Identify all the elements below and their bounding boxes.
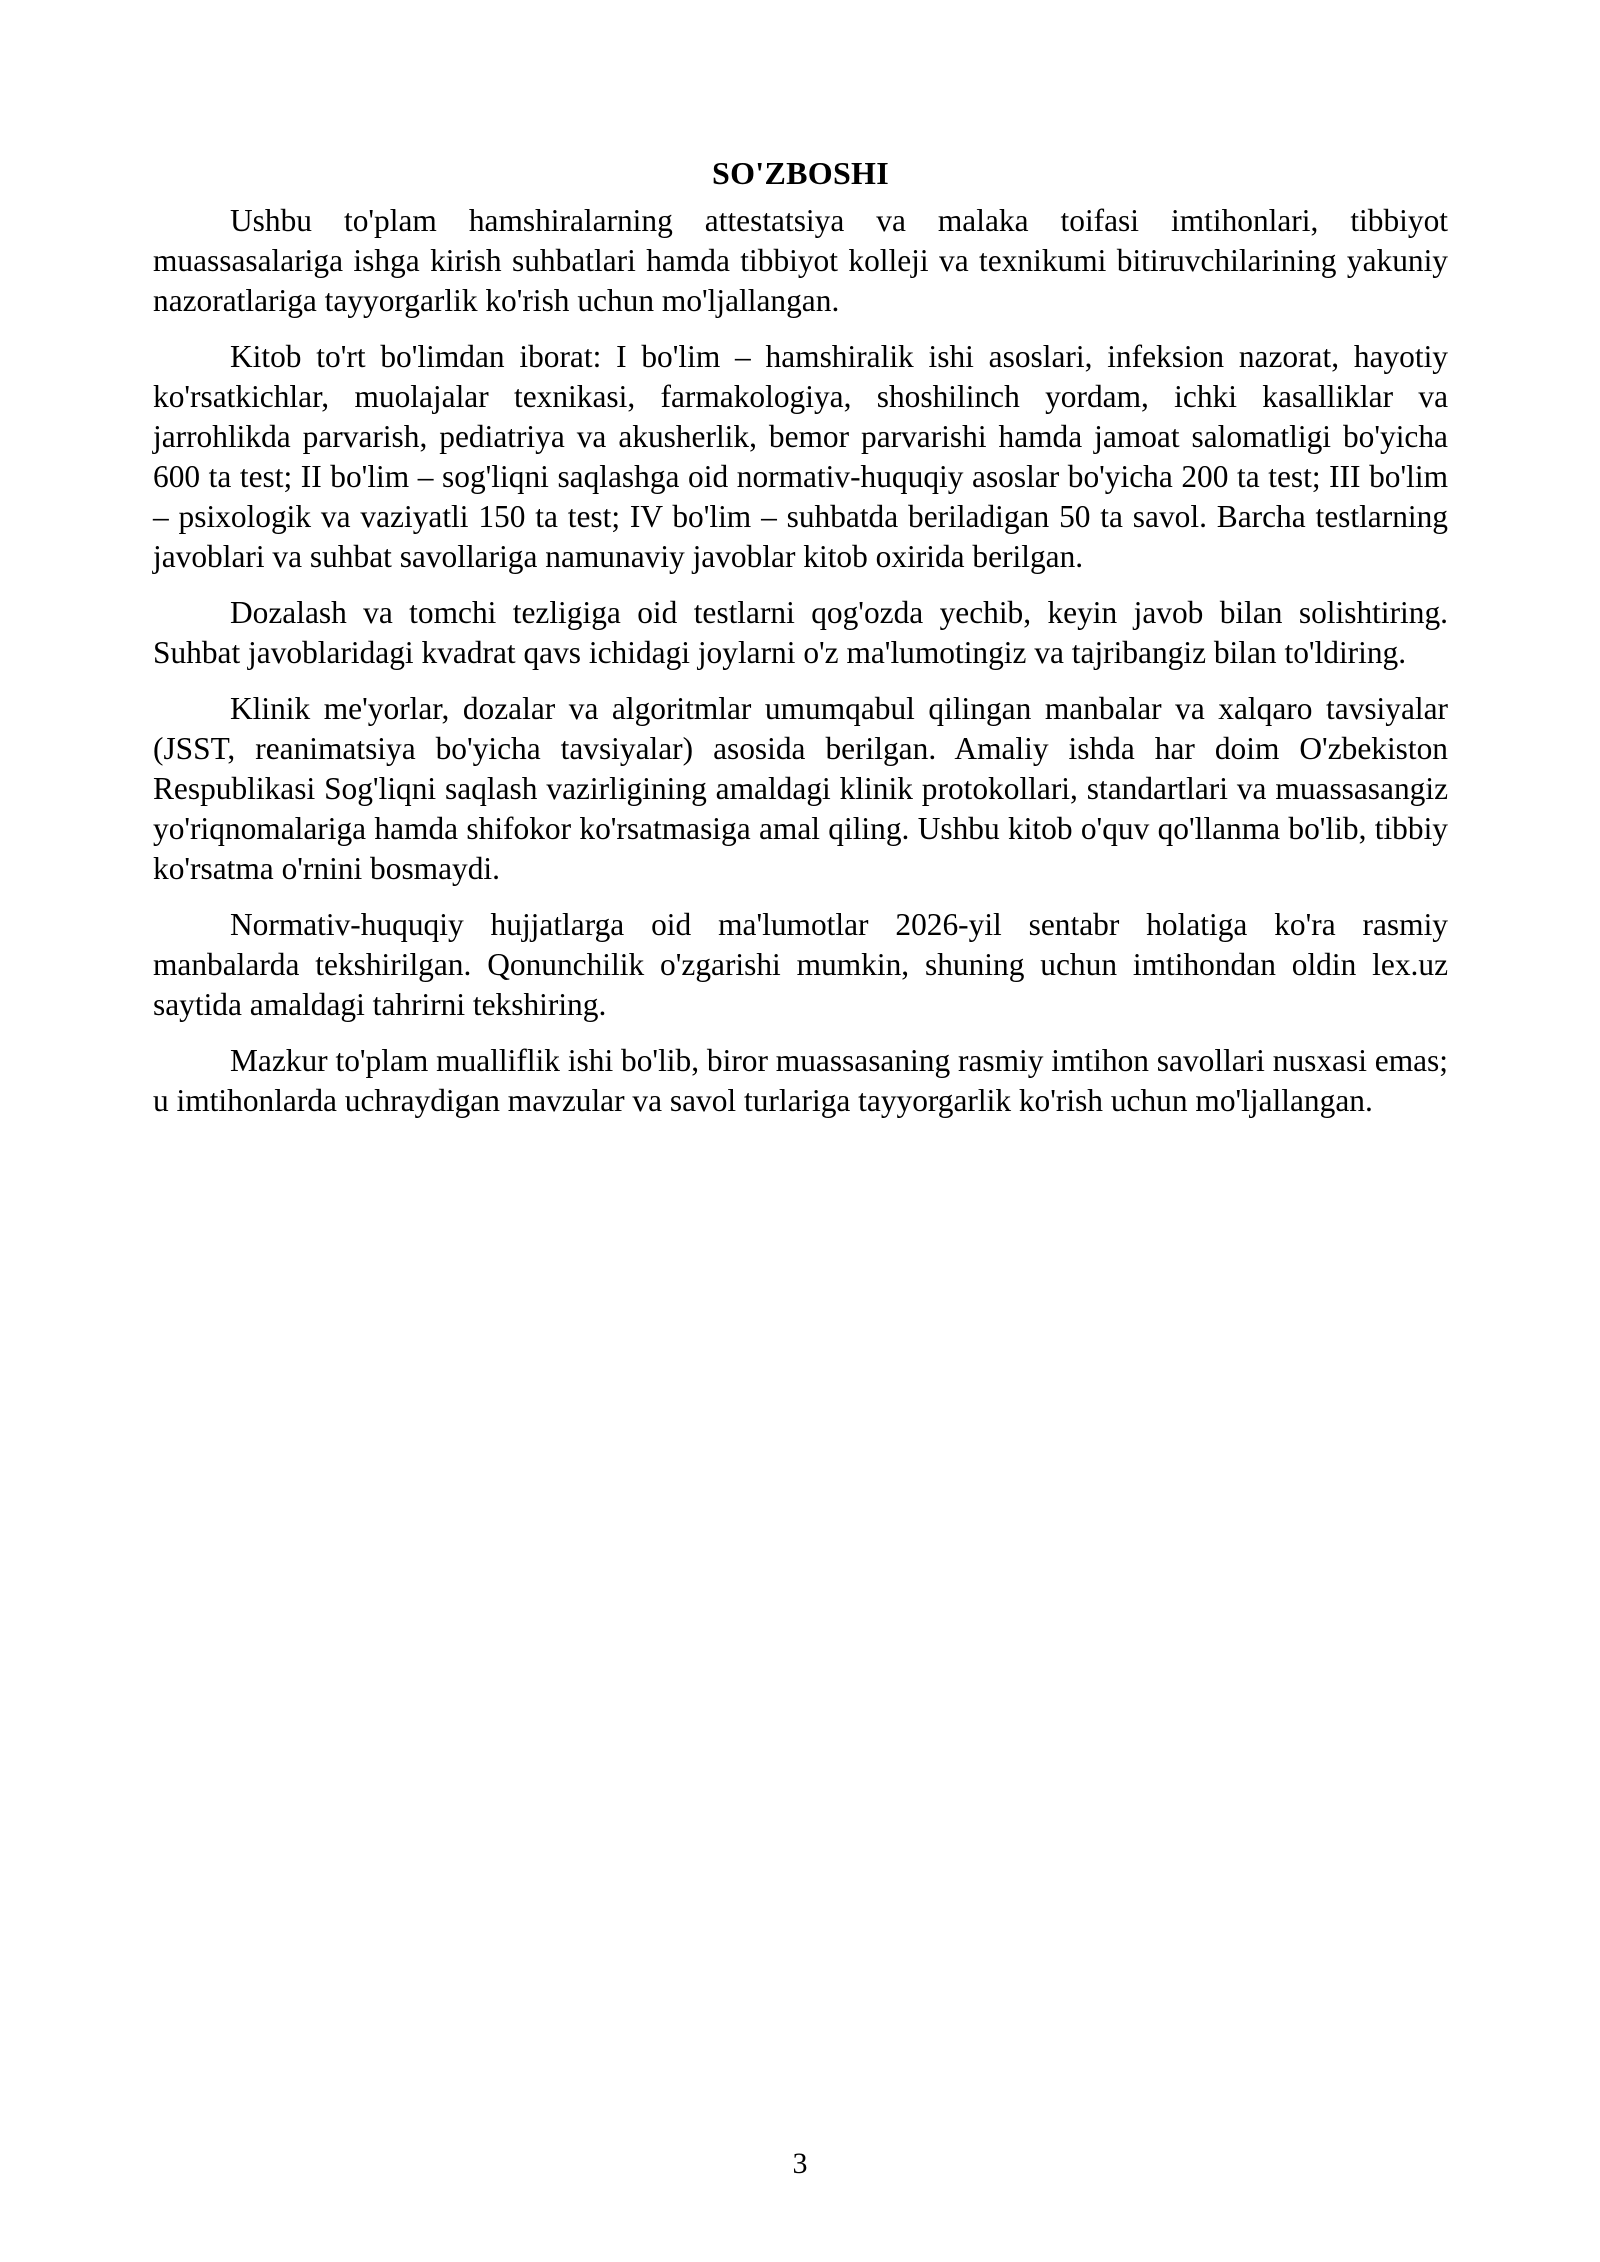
page-number: 3: [792, 2147, 808, 2180]
page-content: [153, 153, 1448, 1137]
paragraph-dosage-advice: Dozalash va tomchi tezligiga oid testlarni qog'ozda yechib, keyin javob bilan solishtiring. Suhbat javoblaridagi kvadrat qavs ichidagi joylarni o'z ma'lumotingiz va tajribangiz bilan to'ldiring.: [153, 595, 1448, 670]
page-title: SO'ZBOSHI: [712, 155, 889, 191]
paragraph-purpose: Ushbu to'plam hamshiralarning attestatsiya va malaka toifasi imtihonlari, tibbiyot muassasalariga ishga kirish suhbatlari hamda tibbiyot kolleji va texnikumi bitiruvchilarining yakuniy nazoratlariga tayyorgarlik ko'rish uchun mo'ljallangan.: [153, 203, 1448, 318]
paragraph-authorship: Mazkur to'plam mualliflik ishi bo'lib, biror muassasaning rasmiy imtihon savollari nusxasi emas; u imtihonlarda uchraydigan mavzular va savol turlariga tayyorgarlik ko'rish uchun mo'ljallangan.: [153, 1043, 1448, 1118]
paragraph-clinical-norms: Klinik me'yorlar, dozalar va algoritmlar umumqabul qilingan manbalar va xalqaro tavsiyalar (JSST, reanimatsiya bo'yicha tavsiyalar) asosida berilgan. Amaliy ishda har doim O'zbekiston Respublikasi Sog'liqni saqlash vazirligining amaldagi klinik protokollari, standartlari va muassasangiz yo'riqnomalariga hamda shifokor ko'rsatmasiga amal qiling. Ushbu kitob o'quv qo'llanma bo'lib, tibbiy ko'rsatma o'rnini bosmaydi.: [153, 691, 1448, 886]
paragraph-structure: Kitob to'rt bo'limdan iborat: I bo'lim – hamshiralik ishi asoslari, infeksion nazorat, hayotiy ko'rsatkichlar, muolajalar texnikasi, farmakologiya, shoshilinch yordam, ichki kasalliklar va jarrohlikda parvarish, pediatriya va akusherlik, bemor parvarishi hamda jamoat salomatligi bo'yicha 600 ta test; II bo'lim – sog'liqni saqlashga oid normativ-huquqiy asoslar bo'yicha 200 ta test; III bo'lim – psixologik va vaziyatli 150 ta test; IV bo'lim – suhbatda beriladigan 50 ta savol. Barcha testlarning javoblari va suhbat savollariga namunaviy javoblar kitob oxirida berilgan.: [153, 339, 1448, 574]
paragraph-legal-info: Normativ-huquqiy hujjatlarga oid ma'lumotlar 2026-yil sentabr holatiga ko'ra rasmiy manbalarda tekshirilgan. Qonunchilik o'zgarishi mumkin, shuning uchun imtihondan oldin lex.uz saytida amaldagi tahrirni tekshiring.: [153, 907, 1448, 1022]
